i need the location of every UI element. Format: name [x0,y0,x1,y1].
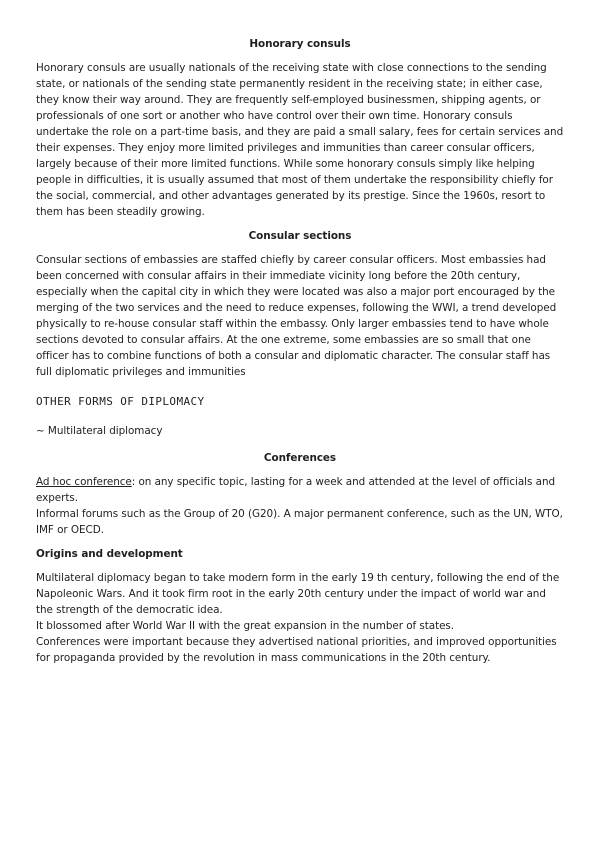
consular-sections-paragraph: Consular sections of embassies are staffed chiefly by career consular officers. Most embassies had been concerned with consular affairs in their immediate vicinity long before the 20th century, especially when the capital city in which they were located was also a major port encouraged by the merging of the two services and the need to reduce expenses, following the WWI, a trend developed physically to re-house consular staff within the embassy. Only larger embassies tend to have whole sections devoted to consular affairs. At the one extreme, some embassies are so small that one officer has to combine functions of both a consular and diplomatic character. The consular staff has full diplomatic privileges and immunities [36,254,557,378]
adhoc-conference-definition: : on any specific topic, lasting for a week and attended at the level of officials and experts. [36,476,556,504]
honorary-consuls-heading: Honorary consuls [249,38,351,50]
origins-paragraph-3: Conferences were important because they advertised national priorities, and improved opportunities for propaganda provided by the revolution in mass communications in the 20th century. [36,636,557,664]
informal-forums-line: Informal forums such as the Group of 20 (G20). A major permanent conference, such as the UN, WTO, IMF or OECD. [36,508,563,536]
origins-paragraph-2: It blossomed after World War II with the great expansion in the number of states. [36,620,455,632]
origins-development-paragraph [36,570,564,666]
origins-development-heading: Origins and development [36,548,183,560]
honorary-consuls-paragraph: Honorary consuls are usually nationals of the receiving state with close connections to the sending state, or nationals of the sending state permanently resident in the receiving state; in either case, they know their way around. They are frequently self-employed businessmen, shipping agents, or professionals of one sort or another who have control over their own time. Honorary consuls undertake the role on a part-time basis, and they are paid a small salary, fees for certain services and their expenses. They enjoy more limited privileges and immunities than career consular officers, largely because of their more limited functions. While some honorary consuls simply like helping people in difficulties, it is usually assumed that most of them undertake the responsibility chiefly for the social, commercial, and other advantages generated by its prestige. Since the 1960s, resort to them has been steadily growing. [36,62,564,218]
origins-paragraph-1: Multilateral diplomacy began to take modern form in the early 19 th century, following the end of the Napoleonic Wars. And it took firm root in the early 20th century under the impact of world war and the strength of the democratic idea. [36,572,560,616]
other-forms-of-diplomacy-title: OTHER FORMS OF DIPLOMACY [36,395,205,408]
adhoc-conference-line [36,474,564,506]
conferences-heading: Conferences [263,452,337,464]
adhoc-conference-term: Ad hoc conference [36,476,132,488]
multilateral-diplomacy-subtitle: ~ Multilateral diplomacy [36,425,163,437]
conferences-paragraph [36,474,564,538]
consular-sections-heading: Consular sections [248,230,352,242]
